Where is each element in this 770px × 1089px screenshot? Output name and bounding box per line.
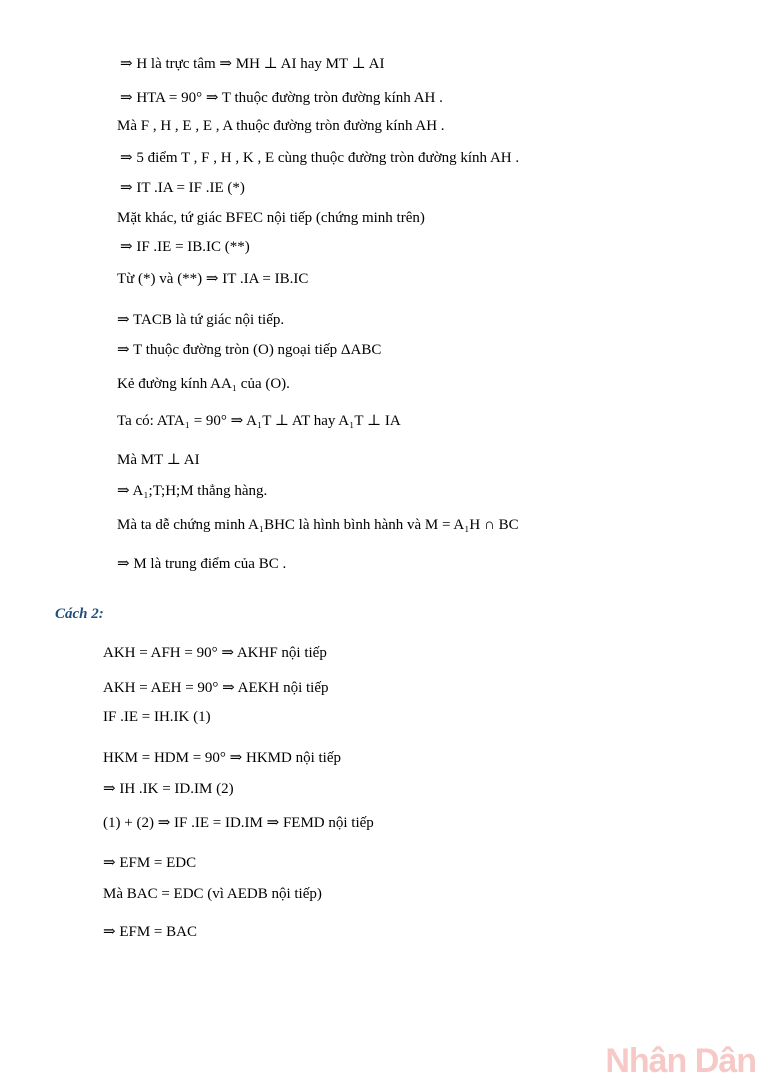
proof-line: ⇒ EFM = BAC <box>103 924 197 940</box>
proof-line: Mặt khác, tứ giác BFEC nội tiếp (chứng minh trên) <box>117 210 425 226</box>
proof-line: AKH = AFH = 90° ⇒ AKHF nội tiếp <box>103 645 327 661</box>
proof-line: (1) + (2) ⇒ IF .IE = ID.IM ⇒ FEMD nội tiếp <box>103 815 374 831</box>
proof-line: AKH = AEH = 90° ⇒ AEKH nội tiếp <box>103 680 329 696</box>
proof-line: Từ (*) và (**) ⇒ IT .IA = IB.IC <box>117 271 309 287</box>
proof-line: Mà BAC = EDC (vì AEDB nội tiếp) <box>103 886 322 902</box>
proof-line: ⇒ IF .IE = IB.IC (**) <box>120 239 250 255</box>
proof-line: ⇒ IT .IA = IF .IE (*) <box>120 180 245 196</box>
proof-line: Kẻ đường kính AA₁ của (O). <box>117 376 290 392</box>
proof-line: ⇒ 5 điểm T , F , H , K , E cùng thuộc đường tròn đường kính AH . <box>120 150 520 166</box>
proof-line: IF .IE = IH.IK (1) <box>103 709 211 725</box>
proof-line: ⇒ IH .IK = ID.IM (2) <box>103 781 234 797</box>
proof-line: HKM = HDM = 90° ⇒ HKMD nội tiếp <box>103 750 341 766</box>
proof-line: ⇒ TACB là tứ giác nội tiếp. <box>117 312 285 328</box>
proof-line: Mà ta dễ chứng minh A₁BHC là hình bình hành và M = A₁H ∩ BC <box>117 517 519 533</box>
proof-line: ⇒ EFM = EDC <box>103 855 197 871</box>
proof-line: Mà MT ⊥ AI <box>117 452 200 468</box>
proof-line: ⇒ A₁;T;H;M thẳng hàng. <box>117 483 268 499</box>
proof-line: ⇒ M là trung điểm của BC . <box>117 556 287 572</box>
proof-line: Mà F , H , E , E , A thuộc đường tròn đường kính AH . <box>117 118 445 134</box>
proof-line: ⇒ H là trực tâm ⇒ MH ⊥ AI hay MT ⊥ AI <box>120 56 385 72</box>
proof-line: ⇒ HTA = 90° ⇒ T thuộc đường tròn đường kính AH . <box>120 90 443 106</box>
proof-line: Ta có: ATA₁ = 90° ⇒ A₁T ⊥ AT hay A₁T ⊥ IA <box>117 413 401 429</box>
nhan-dan-watermark-logo: Nhân Dân <box>605 1042 756 1080</box>
proof-line: ⇒ T thuộc đường tròn (O) ngoại tiếp ΔABC <box>117 342 382 358</box>
method-2-heading: Cách 2: <box>55 606 104 622</box>
